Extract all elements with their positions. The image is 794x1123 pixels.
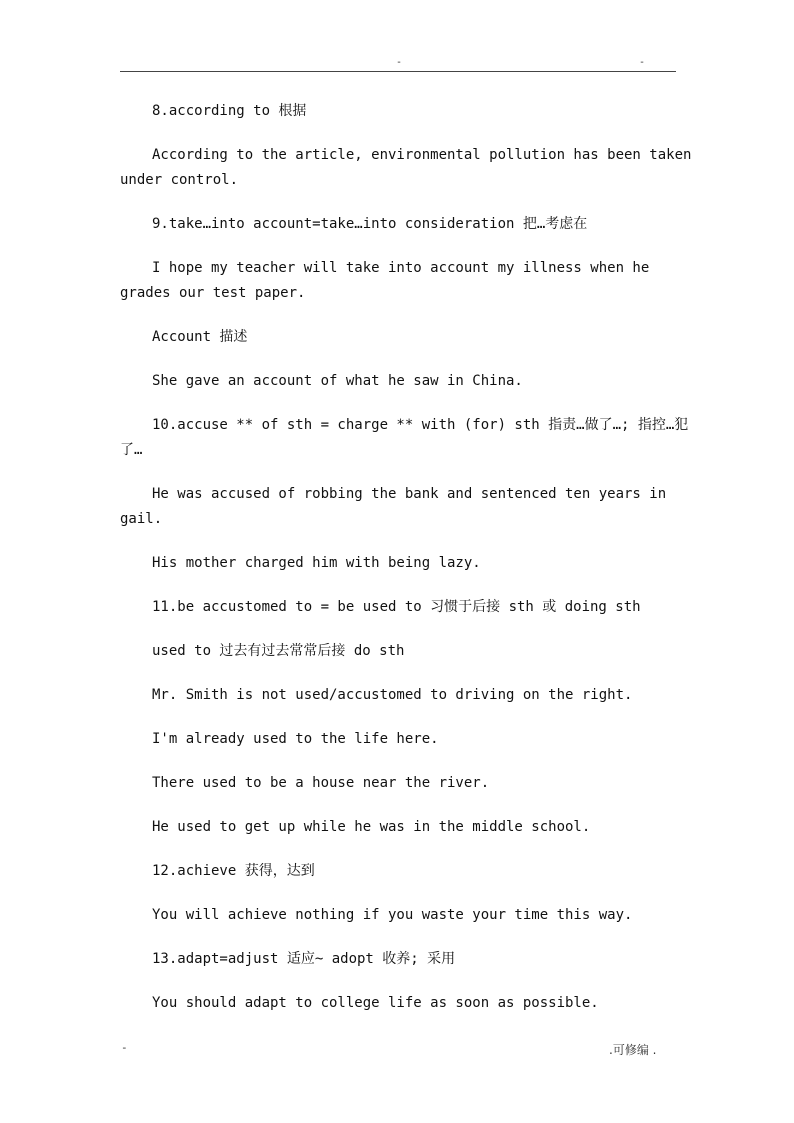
example-sentence: I'm already used to the life here. bbox=[152, 731, 439, 747]
example-sentence: You should adapt to college life as soon as possible. bbox=[152, 995, 599, 1011]
header-mark-right: - bbox=[639, 57, 646, 68]
example-sentence: His mother charged him with being lazy. bbox=[152, 555, 481, 571]
example-sentence: Mr. Smith is not used/accustomed to driving on the right. bbox=[152, 687, 633, 703]
entry-heading-10: 10.accuse ** of sth = charge ** with (for) sth 指责…做了…; 指控…犯了… bbox=[120, 417, 689, 458]
entry-heading-12: 12.achieve 获得，达到 bbox=[152, 863, 315, 879]
header-mark-left: - bbox=[396, 57, 403, 68]
entry-heading-11: 11.be accustomed to = be used to 习惯于后接 sth 或 doing sth bbox=[152, 599, 641, 615]
entry-heading-9: 9.take…into account=take…into consideration 把…考虑在 bbox=[152, 216, 588, 232]
entry-heading-8: 8.according to 根据 bbox=[152, 103, 307, 119]
example-sentence: I hope my teacher will take into account my illness when he grades our test paper. bbox=[120, 260, 650, 301]
header-rule bbox=[120, 71, 676, 72]
footer-editable-note: .可修编 . bbox=[609, 1043, 657, 1057]
example-sentence: He used to get up while he was in the middle school. bbox=[152, 819, 591, 835]
example-sentence: There used to be a house near the river. bbox=[152, 775, 490, 791]
example-sentence: According to the article, environmental pollution has been taken under control. bbox=[120, 147, 692, 188]
entry-heading-13: 13.adapt=adjust 适应~ adopt 收养; 采用 bbox=[152, 951, 456, 967]
entry-subheading-used-to: used to 过去有过去常常后接 do sth bbox=[152, 643, 405, 659]
example-sentence: You will achieve nothing if you waste your time this way. bbox=[152, 907, 633, 923]
example-sentence: She gave an account of what he saw in China. bbox=[152, 373, 523, 389]
document-body bbox=[120, 99, 695, 1035]
entry-subheading-account: Account 描述 bbox=[152, 329, 248, 345]
footer-mark-left: - bbox=[121, 1041, 128, 1054]
example-sentence: He was accused of robbing the bank and sentenced ten years in gail. bbox=[120, 486, 667, 527]
